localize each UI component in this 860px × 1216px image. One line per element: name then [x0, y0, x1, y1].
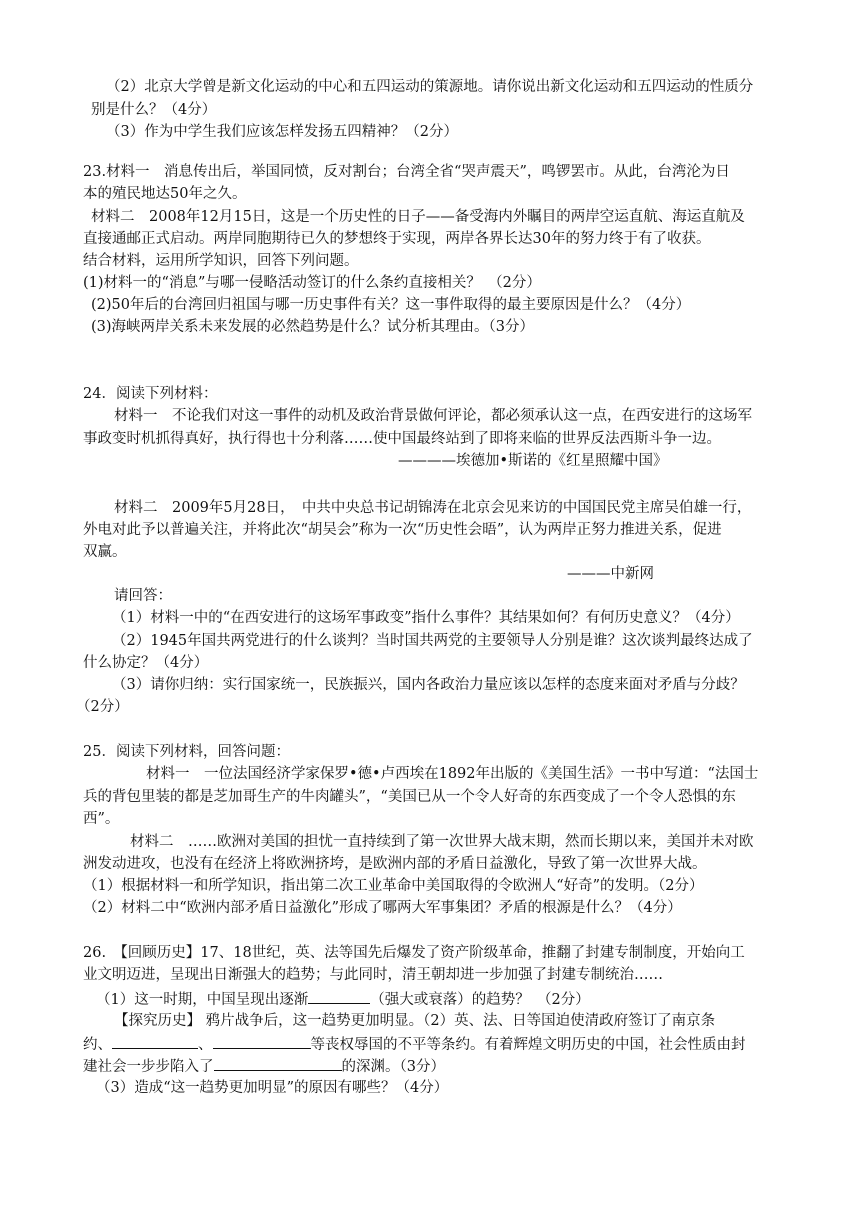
q22-sub3: （3）作为中学生我们应该怎样发扬五四精神？（2分） — [106, 124, 458, 140]
q25-question2: （2）材料二中“欧洲内部矛盾日益激化”形成了哪两大军事集团？矛盾的根源是什么？（4分） — [83, 900, 682, 916]
q23-material2-line2: 直接通邮正式启动。两岸同胞期待已久的梦想终于实现，两岸各界长达30年的努力终于有了收获。 — [83, 231, 711, 247]
q26-explore-line1: 【探究历史】 鸦片战争后，这一趋势更加明显。（2）英、法、日等国迫使清政府签订了南京条 — [114, 1013, 716, 1029]
q25-intro: 25．阅读下列材料，回答问题： — [83, 744, 290, 760]
q26-question1-suffix: （强大或衰落）的趋势？ （2分） — [370, 992, 590, 1008]
q24-question1: （1）材料一中的“在西安进行的这场军事政变”指什么事件？其结果如何？有何历史意义？（4分） — [112, 610, 740, 626]
q26-explore-line2-a: 约、 — [83, 1037, 112, 1053]
q25-question1: （1）根据材料一和所学知识，指出第二次工业革命中美国取得的令欧洲人“好奇”的发明。（2分） — [83, 878, 704, 894]
q24-material1-line1: 材料一 不论我们对这一事件的动机及政治背景做何评论，都必须承认这一点，在西安进行的这场军 — [114, 408, 752, 424]
q23-material1-line1: 23.材料一 消息传出后，举国同愤，反对割台；台湾全省“哭声震天”，鸣锣罢市。从此，台湾沦为日 — [83, 164, 730, 180]
q26-explore-line3-a: 建社会一步步陷入了 — [83, 1059, 214, 1075]
q24-question3-line2: （2分） — [76, 699, 129, 715]
q24-material2-line1: 材料二 2009年5月28日， 中共中央总书记胡锦涛在北京会见来访的中国国民党主席吴伯雄一行， — [114, 500, 752, 516]
q25-material2-line1: 材料二 ……欧洲对美国的担忧一直持续到了第一次世界大战末期，然而长期以来，美国并未对欧 — [130, 834, 754, 850]
q24-intro: 24．阅读下列材料： — [83, 386, 218, 402]
q23-question2: (2)50年后的台湾回归祖国与哪一历史事件有关？这一事件取得的最主要原因是什么？（4分） — [91, 297, 691, 313]
q25-material1-line1: 材料一 一位法国经济学家保罗•德•卢西埃在1892年出版的《美国生活》一书中写道：“法国士 — [146, 766, 759, 782]
q23-question1: (1)材料一的“消息”与哪一侵略活动签订的什么条约直接相关？ （2分） — [83, 275, 541, 291]
q24-question3-line1: （3）请你归纳：实行国家统一，民族振兴，国内各政治力量应该以怎样的态度来面对矛盾与分歧？ — [112, 677, 745, 693]
q23-material1-line2: 本的殖民地达50年之久。 — [83, 186, 247, 202]
q26-explore-line2-c: 等丧权辱国的不平等条约。有着辉煌文明历史的中国，社会性质由封 — [310, 1037, 746, 1053]
q24-question2-line1: （2）1945年国共两党进行的什么谈判？当时国共两党的主要领导人分别是谁？这次谈判最终达成了 — [112, 633, 753, 649]
q24-material1-line2: 事政变时机抓得真好，执行得也十分利落……使中国最终站到了即将来临的世界反法西斯斗争一边。 — [83, 431, 721, 447]
q22-sub2-line1: （2）北京大学曾是新文化运动的中心和五四运动的策源地。请你说出新文化运动和五四运动的性质分 — [106, 79, 754, 95]
q24-ask: 请回答： — [114, 588, 172, 604]
q25-material1-line3: 西”。 — [83, 811, 120, 827]
q26-explore-line3-b: 的深渊。（3分） — [341, 1059, 445, 1075]
q23-prompt: 结合材料，运用所学知识，回答下列问题。 — [83, 253, 359, 269]
q26-line2: 业文明迈进，呈现出日渐强大的趋势；与此同时，清王朝却进一步加强了封建专制统治…… — [83, 967, 663, 983]
trend-answer-blank[interactable] — [308, 987, 370, 1004]
treaty-answer-blank-2[interactable] — [213, 1032, 311, 1049]
q26-question1-prefix: （1）这一时期，中国呈现出逐渐 — [96, 992, 309, 1008]
q24-material2-source: ———中新网 — [567, 566, 654, 582]
q22-sub2-line2: 别是什么？（4分） — [91, 102, 217, 118]
q24-material1-source: ————埃德加•斯诺的《红星照耀中国》 — [398, 453, 668, 469]
q24-material2-line2: 外电对此予以普遍关注，并将此次“胡吴会”称为一次“历史性会晤”，认为两岸正努力推进关系，促进 — [83, 522, 722, 538]
q25-material2-line2: 洲发动进攻，也没有在经济上将欧洲挤垮，是欧洲内部的矛盾日益激化，导致了第一次世界大战。 — [83, 856, 707, 872]
q23-material2-line1: 材料二 2008年12月15日，这是一个历史性的日子——备受海内外瞩目的两岸空运直航、海运直航及 — [91, 209, 745, 225]
q24-question2-line2: 什么协定？（4分） — [83, 655, 209, 671]
q26-explore-line3 — [83, 1054, 445, 1078]
q24-material2-line3: 双赢。 — [83, 544, 127, 560]
q26-question1 — [96, 987, 590, 1011]
q23-question3: (3)海峡两岸关系未来发展的必然趋势是什么？试分析其理由。（3分） — [91, 319, 535, 335]
q26-line1: 26. 【回顾历史】17、18世纪，英、法等国先后爆发了资产阶级革命，推翻了封建专制制度，开始向工 — [83, 945, 745, 961]
treaty-answer-blank-1[interactable] — [112, 1032, 198, 1049]
q26-explore-line2 — [83, 1032, 746, 1056]
society-answer-blank[interactable] — [214, 1054, 342, 1071]
q26-explore-line2-b: 、 — [198, 1037, 213, 1053]
q25-material1-line2: 兵的背包里装的都是芝加哥生产的牛肉罐头”，“美国已从一个令人好奇的东西变成了一个令人恐惧的东 — [83, 789, 736, 805]
q26-question3: （3）造成“这一趋势更加明显”的原因有哪些？（4分） — [96, 1080, 449, 1096]
